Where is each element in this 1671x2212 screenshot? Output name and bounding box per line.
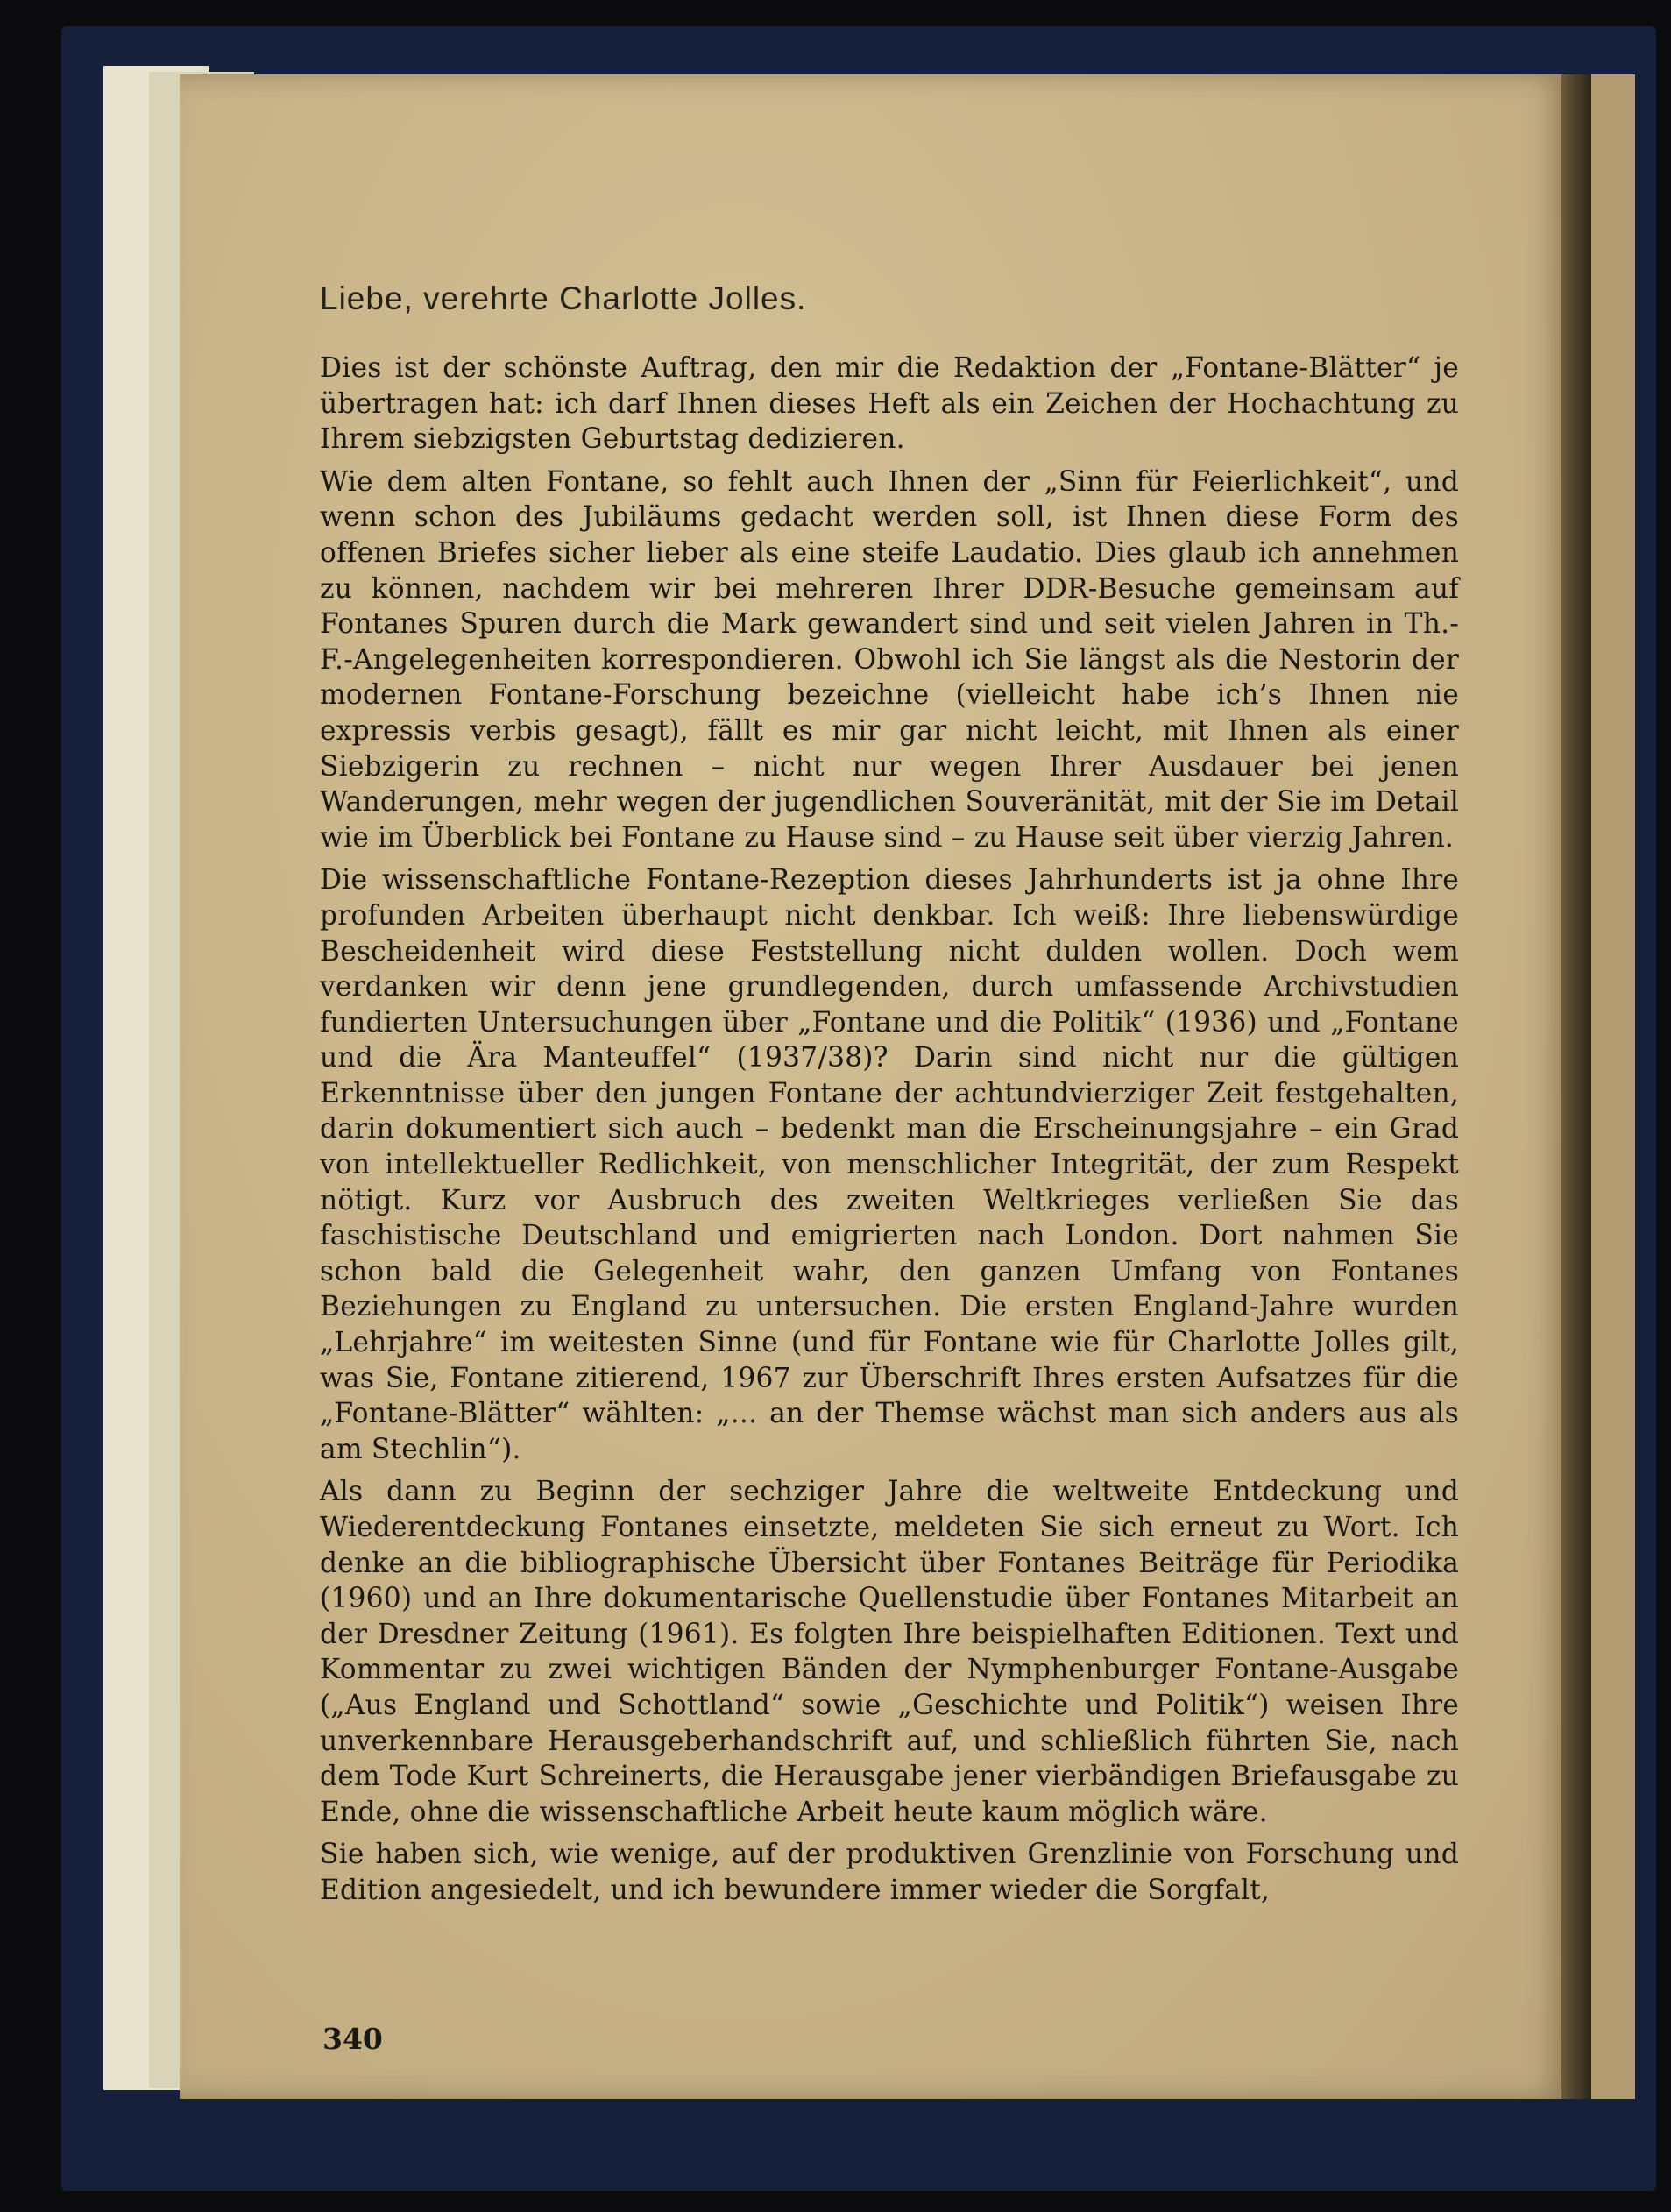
paragraph: Wie dem alten Fontane, so fehlt auch Ihnen der „Sinn für Feierlichkeit“, und wenn schon des Jubiläums gedacht werden soll, ist Ihnen diese Form des offenen Briefes sicher lieber als eine steife Laudatio. Dies glaub ich annehmen zu können, nachdem wir bei mehreren Ihrer DDR-Besuche gemeinsam auf Fontanes Spuren durch die Mark gewandert sind und seit vielen Jahren in Th.-F.-Angelegenheiten korrespondieren. Obwohl ich Sie längst als die Nestorin der modernen Fontane-Forschung bezeichne (vielleicht habe ich’s Ihnen nie expressis verbis gesagt), fällt es mir gar nicht leicht, mit Ihnen als einer Siebzigerin zu rechnen – nicht nur wegen Ihrer Ausdauer bei jenen Wanderungen, mehr wegen der jugendlichen Souveränität, mit der Sie im Detail wie im Überblick bei Fontane zu Hause sind – zu Hause seit über vierzig Jahren. — [320, 465, 1459, 854]
book-gutter — [1561, 74, 1591, 2099]
salutation: Liebe, verehrte Charlotte Jolles. — [320, 280, 807, 316]
letter-body — [320, 280, 1459, 1916]
paragraph: Sie haben sich, wie wenige, auf der produktiven Grenzlinie von Forschung und Edition angesiedelt, und ich bewundere immer wieder die Sorgfalt, — [320, 1839, 1459, 1906]
facing-page-edge — [1591, 74, 1635, 2099]
paragraph: Dies ist der schönste Auftrag, den mir die Redaktion der „Fontane-Blätter“ je übertragen hat: ich darf Ihnen dieses Heft als ein Zeichen der Hochachtung zu Ihrem siebzigsten Geburtstag dedizieren. — [320, 352, 1459, 456]
page-number: 340 — [322, 2022, 383, 2056]
paragraph: Als dann zu Beginn der sechziger Jahre die weltweite Entdeckung und Wiederentdeckung Fontanes einsetzte, meldeten Sie sich erneut zu Wort. Ich denke an die bibliographische Übersicht über Fontanes Beiträge für Periodika (1960) und an Ihre dokumentarische Quellenstudie über Fontanes Mitarbeit an der Dresdner Zeitung (1961). Es folgten Ihre beispielhaften Editionen. Text und Kommentar zu zwei wichtigen Bänden der Nymphenburger Fontane-Ausgabe („Aus England und Schottland“ sowie „Geschichte und Politik“) weisen Ihre unverkennbare Herausgeberhandschrift auf, und schließlich führten Sie, nach dem Tode Kurt Schreinerts, die Herausgabe jener vierbändigen Briefausgabe zu Ende, ohne die wissenschaftliche Arbeit heute kaum möglich wäre. — [320, 1476, 1459, 1828]
paragraph: Die wissenschaftliche Fontane-Rezeption dieses Jahrhunderts ist ja ohne Ihre profunden Arbeiten überhaupt nicht denkbar. Ich weiß: Ihre liebenswürdige Bescheidenheit wird diese Feststellung nicht dulden wollen. Doch wem verdanken wir denn jene grundlegenden, durch umfassende Archivstudien fundierten Untersuchungen über „Fontane und die Politik“ (1936) und „Fontane und die Ära Manteuffel“ (1937/38)? Darin sind nicht nur die gültigen Erkenntnisse über den jungen Fontane der achtundvierziger Zeit festgehalten, darin dokumentiert sich auch – bedenkt man die Erscheinungsjahre – ein Grad von intellektueller Redlichkeit, von menschlicher Integrität, der zum Respekt nötigt. Kurz vor Ausbruch des zweiten Weltkrieges verließen Sie das faschistische Deutschland und emigrierten nach London. Dort nahmen Sie schon bald die Gelegenheit wahr, den ganzen Umfang von Fontanes Beziehungen zu England zu untersuchen. Die ersten England-Jahre wurden „Lehrjahre“ im weitesten Sinne (und für Fontane wie für Charlotte Jolles gilt, was Sie, Fontane zitierend, 1967 zur Überschrift Ihres ersten Aufsatzes für die „Fontane-Blätter“ wählten: „... an der Themse wächst man sich anders aus als am Stechlin“). — [320, 864, 1459, 1465]
